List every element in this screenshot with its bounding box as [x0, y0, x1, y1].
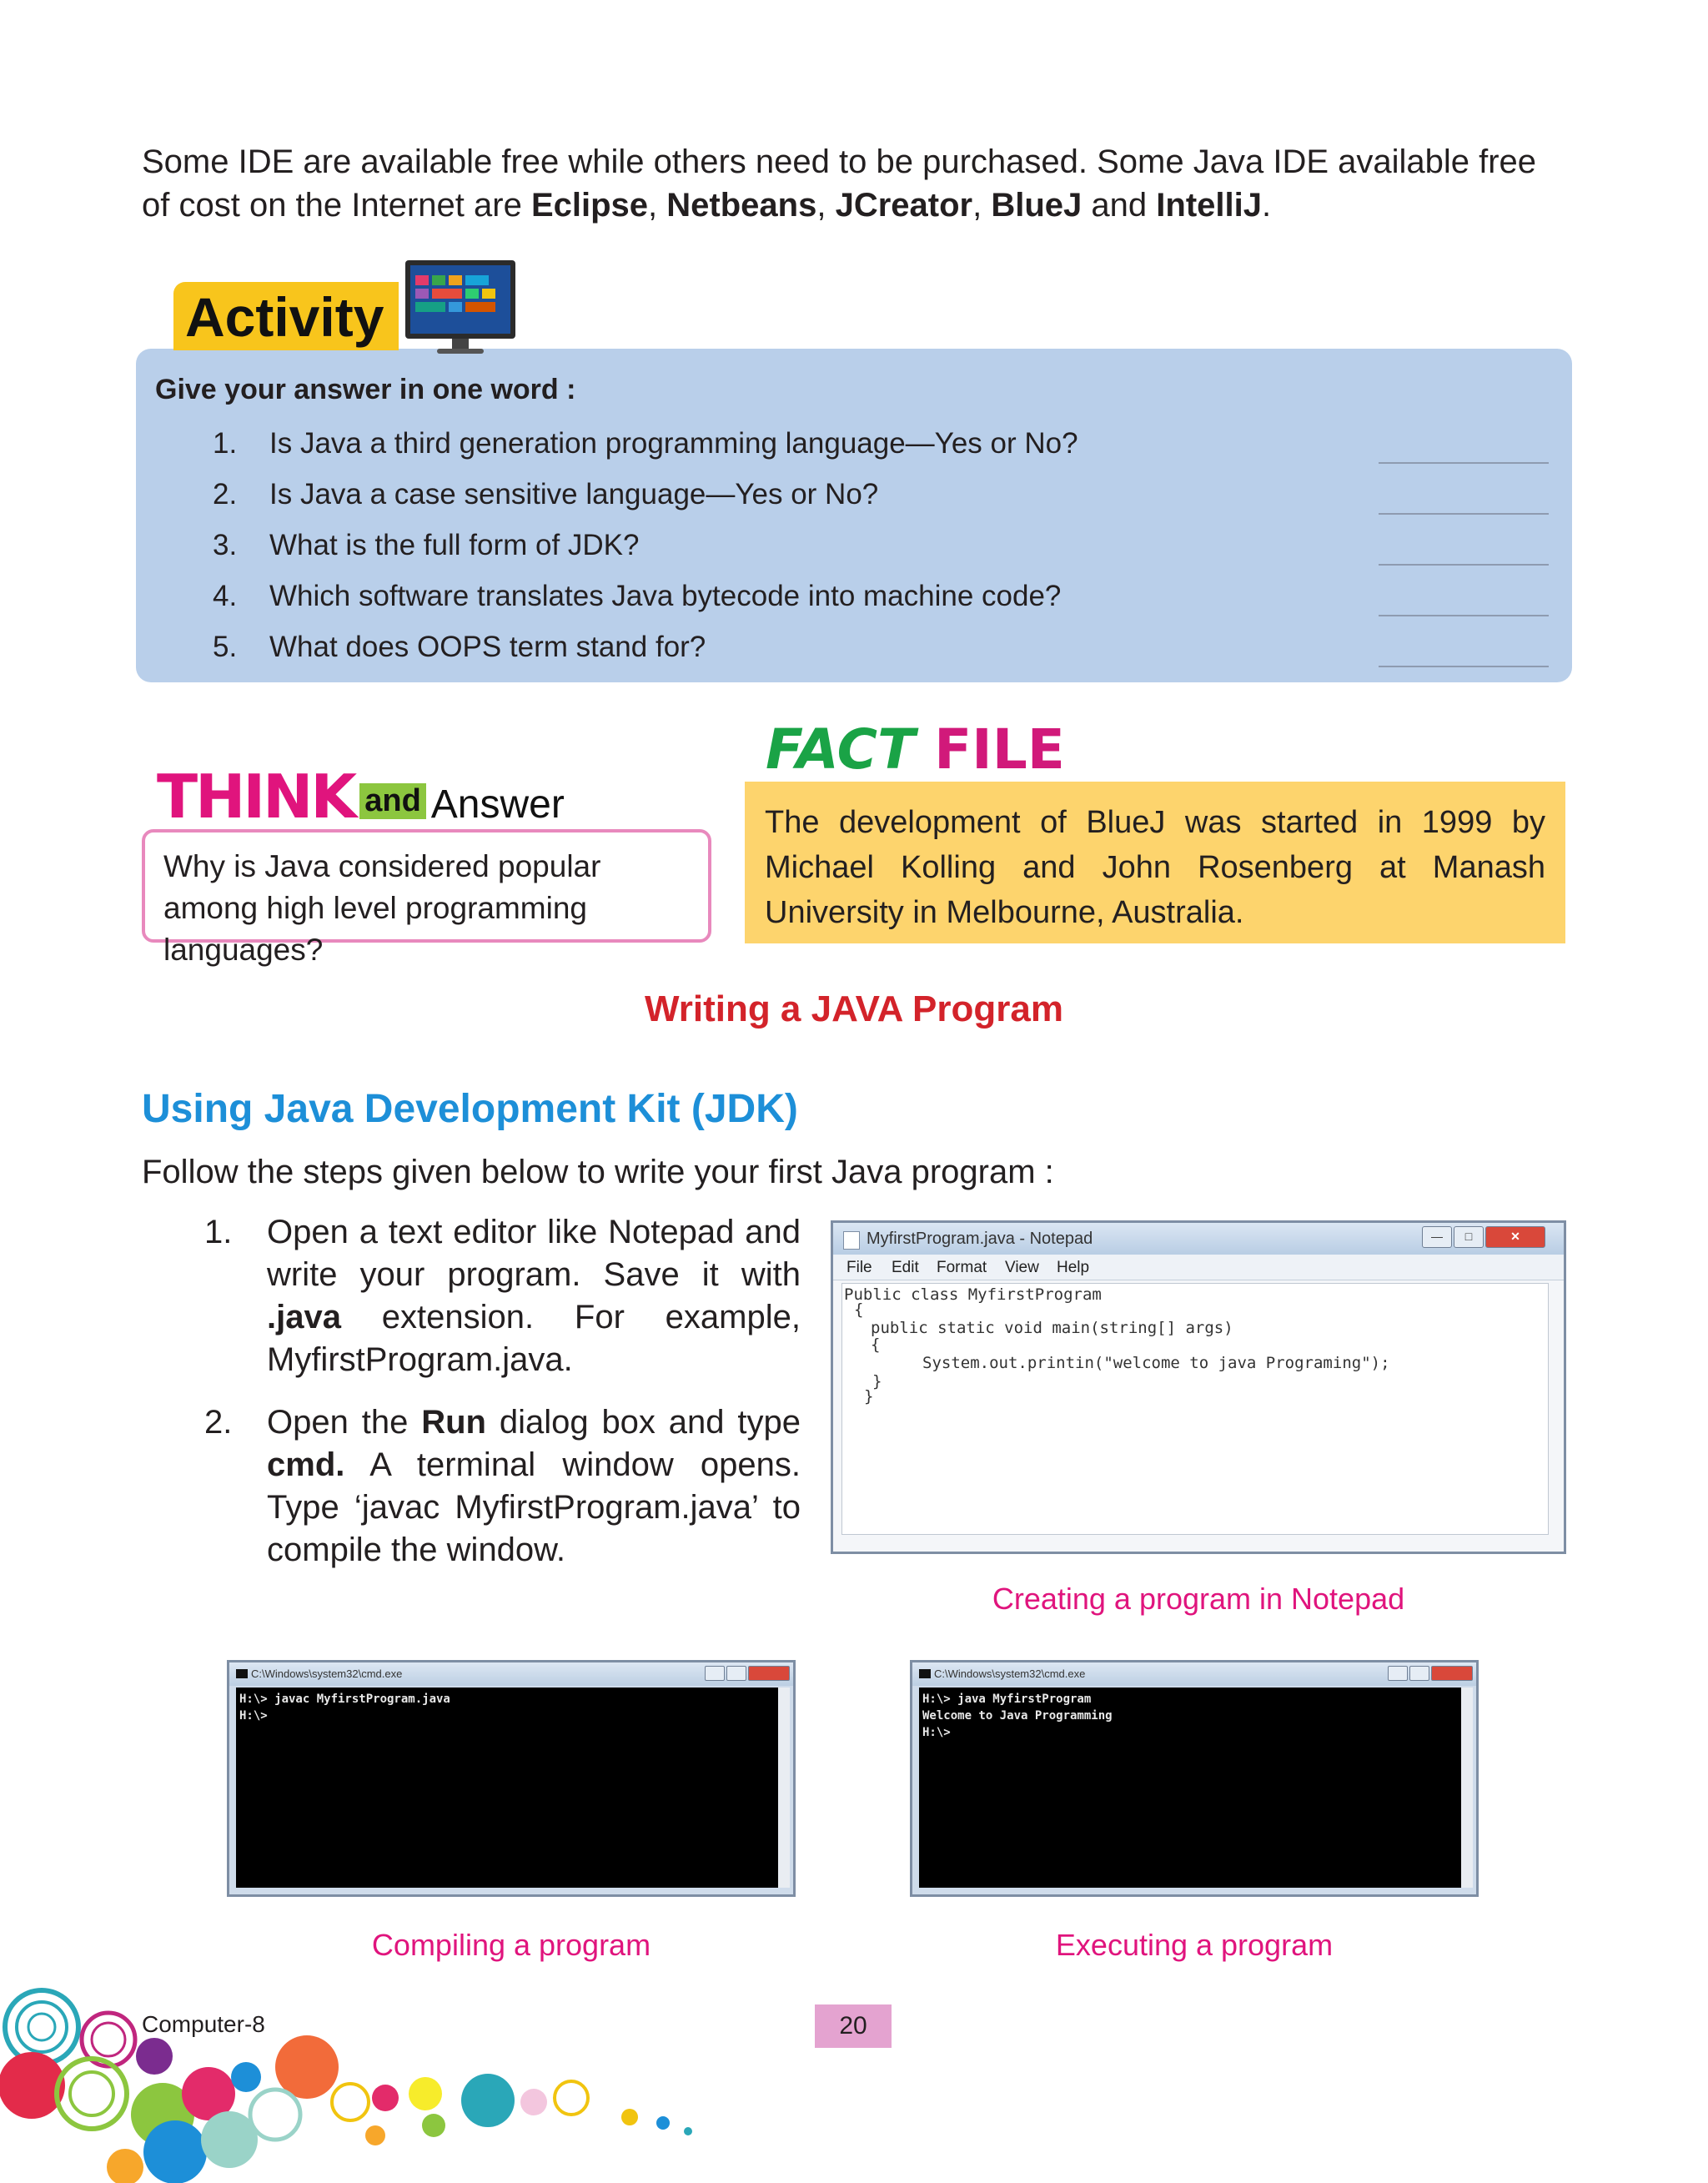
think-question-box: Why is Java considered popular among high level programming languages? — [142, 829, 711, 943]
intro-paragraph: Some IDE are available free while others need to be purchased. Some Java IDE available free of cost on the Internet are Eclipse, Netbeans, JCreator, BlueJ and IntelliJ. — [142, 143, 1537, 224]
cmd-icon — [919, 1669, 931, 1678]
question-row: 3. What is the full form of JDK? — [213, 529, 1547, 566]
maximize-icon[interactable]: □ — [1454, 1226, 1484, 1248]
question-row: 4. Which software translates Java bytecode into machine code? — [213, 580, 1547, 616]
close-icon[interactable] — [1431, 1666, 1473, 1681]
steps-intro: Follow the steps given below to write your first Java program : — [142, 1154, 1054, 1190]
compile-caption: Compiling a program — [371, 1928, 651, 1962]
answer-line — [1379, 564, 1549, 566]
ide-intellij: IntelliJ — [1156, 187, 1262, 224]
menu-view[interactable]: View — [1005, 1259, 1039, 1276]
monitor-icon — [404, 259, 517, 357]
execute-caption: Executing a program — [1055, 1928, 1334, 1962]
question-row: 2. Is Java a case sensitive language—Yes or No? — [213, 478, 1547, 515]
minimize-icon[interactable] — [1388, 1666, 1408, 1681]
notepad-menu-bar — [833, 1255, 1564, 1280]
ide-eclipse: Eclipse — [530, 187, 649, 224]
menu-format[interactable]: Format — [937, 1259, 987, 1276]
question-row: 5. What does OOPS term stand for? — [213, 631, 1547, 667]
notepad-icon — [843, 1231, 860, 1250]
answer-line — [1379, 666, 1549, 667]
decorative-circles — [0, 1977, 717, 2183]
cmd-scrollbar[interactable] — [778, 1688, 790, 1888]
book-title: Computer-8 — [142, 2011, 265, 2037]
subsection-title: Using Java Development Kit (JDK) — [142, 1087, 798, 1131]
answer-line — [1379, 462, 1549, 464]
section-title: Writing a JAVA Program — [644, 988, 1063, 1029]
notepad-window — [831, 1220, 1566, 1554]
notepad-title-bar: MyfirstProgram.java - Notepad — □ ✕ — [833, 1223, 1564, 1255]
ide-netbeans: Netbeans — [666, 187, 817, 224]
maximize-icon[interactable] — [1409, 1666, 1429, 1681]
minimize-icon[interactable] — [705, 1666, 725, 1681]
cmd-title-bar: C:\Windows\system32\cmd.exe — [229, 1662, 793, 1686]
activity-instruction: Give your answer in one word : — [155, 374, 576, 405]
fact-file-box: The development of BlueJ was started in 1999 by Michael Kolling and John Rosenberg at Manash University in Melbourne, Australia. — [745, 782, 1565, 943]
cmd-window-compile — [227, 1660, 796, 1897]
close-icon[interactable] — [748, 1666, 790, 1681]
cmd-window-execute — [910, 1660, 1479, 1897]
cmd-console[interactable]: H:\> java MyfirstProgram Welcome to Java Programming H:\> — [919, 1688, 1463, 1888]
cmd-title-bar: C:\Windows\system32\cmd.exe — [912, 1662, 1476, 1686]
minimize-icon[interactable]: — — [1422, 1226, 1452, 1248]
notepad-text-area[interactable]: Public class MyfirstProgram { public static void main(string[] args) { System.out.printin("welcome to java Programing"); } } — [841, 1283, 1549, 1535]
step-1: 1. Open a text editor like Notepad and write your program. Save it with .java extension. For example, MyfirstProgram.java. — [204, 1214, 801, 1378]
maximize-icon[interactable] — [726, 1666, 746, 1681]
question-row: 1. Is Java a third generation programming language—Yes or No? — [213, 427, 1547, 464]
activity-label: Activity — [173, 282, 399, 350]
cmd-icon — [236, 1669, 248, 1678]
answer-line — [1379, 615, 1549, 616]
menu-file[interactable]: File — [846, 1259, 872, 1276]
step-2: 2. Open the Run dialog box and type cmd. A terminal window opens. Type ‘javac MyfirstProgram.java’ to compile the window. — [204, 1404, 801, 1568]
ide-bluej: BlueJ — [991, 187, 1083, 224]
menu-help[interactable]: Help — [1057, 1259, 1090, 1276]
ide-jcreator: JCreator — [835, 187, 973, 224]
fact-file-heading: FACT FILE — [766, 717, 1065, 782]
menu-edit[interactable]: Edit — [892, 1259, 919, 1276]
page-number: 20 — [815, 2004, 892, 2048]
cmd-console[interactable]: H:\> javac MyfirstProgram.java H:\> — [236, 1688, 780, 1888]
think-and-answer-heading: THINK and Answer — [157, 762, 565, 832]
notepad-caption: Creating a program in Notepad — [992, 1582, 1405, 1616]
answer-line — [1379, 513, 1549, 515]
cmd-scrollbar[interactable] — [1461, 1688, 1473, 1888]
close-icon[interactable]: ✕ — [1485, 1226, 1545, 1248]
